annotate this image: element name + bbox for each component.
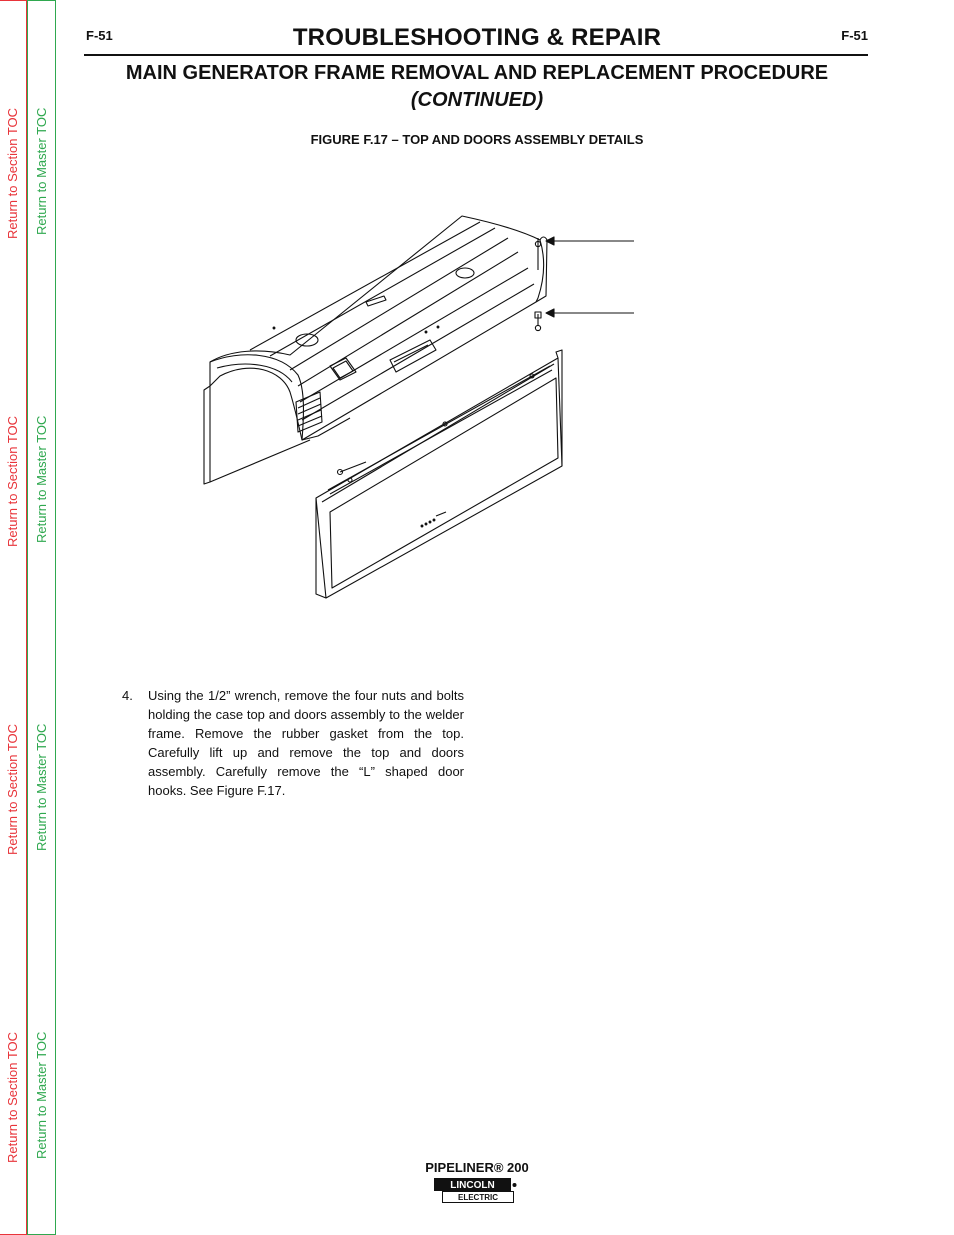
procedure-title: [60, 60, 894, 114]
return-to-section-toc-link-4[interactable]: Return to Section TOC: [5, 1031, 20, 1163]
return-to-master-toc-link-3[interactable]: Return to Master TOC: [34, 723, 49, 851]
product-name: PIPELINER® 200: [425, 1160, 529, 1175]
procedure-title-text: MAIN GENERATOR FRAME REMOVAL AND REPLACEMENT PROCEDURE: [125, 62, 829, 84]
return-to-section-toc-link-3[interactable]: Return to Section TOC: [5, 723, 20, 855]
return-to-master-toc-link-4[interactable]: Return to Master TOC: [34, 1031, 49, 1159]
return-to-master-toc-link-2[interactable]: Return to Master TOC: [34, 415, 49, 543]
logo-text-lincoln: LINCOLN: [450, 1180, 495, 1191]
lincoln-electric-logo: [434, 1178, 518, 1208]
door-panel-drawing: [316, 350, 562, 598]
case-top-drawing: [204, 216, 547, 484]
step-text: Using the 1/2” wrench, remove the four nuts and bolts holding the case top and doors assembly to the welder frame. Remove the rubber gasket from the top. Carefully lift up and remove the top and doors assembly. Carefully remove the “L” shaped door hooks. See Figure F.17.: [148, 688, 464, 798]
master-toc-bar: [27, 0, 56, 1235]
step-number: 4.: [122, 688, 133, 703]
figure-caption: FIGURE F.17 – TOP AND DOORS ASSEMBLY DETAILS: [310, 132, 644, 147]
page-number-left: F-51: [86, 28, 113, 43]
bolt-callouts: [535, 237, 634, 331]
section-toc-bar: [0, 0, 27, 1235]
return-to-section-toc-link-1[interactable]: Return to Section TOC: [5, 107, 20, 239]
return-to-master-toc-link-1[interactable]: Return to Master TOC: [34, 107, 49, 235]
procedure-continued-label: (CONTINUED): [410, 89, 544, 111]
return-to-section-toc-link-2[interactable]: Return to Section TOC: [5, 415, 20, 547]
page-number-right: F-51: [841, 28, 868, 43]
logo-text-electric: ELECTRIC: [458, 1193, 498, 1202]
procedure-step-4: [122, 686, 464, 800]
header-divider: [84, 54, 868, 56]
top-and-doors-assembly-figure: [190, 200, 650, 610]
registered-mark-icon: [513, 1183, 517, 1187]
page-header-title: TROUBLESHOOTING & REPAIR: [292, 24, 662, 51]
